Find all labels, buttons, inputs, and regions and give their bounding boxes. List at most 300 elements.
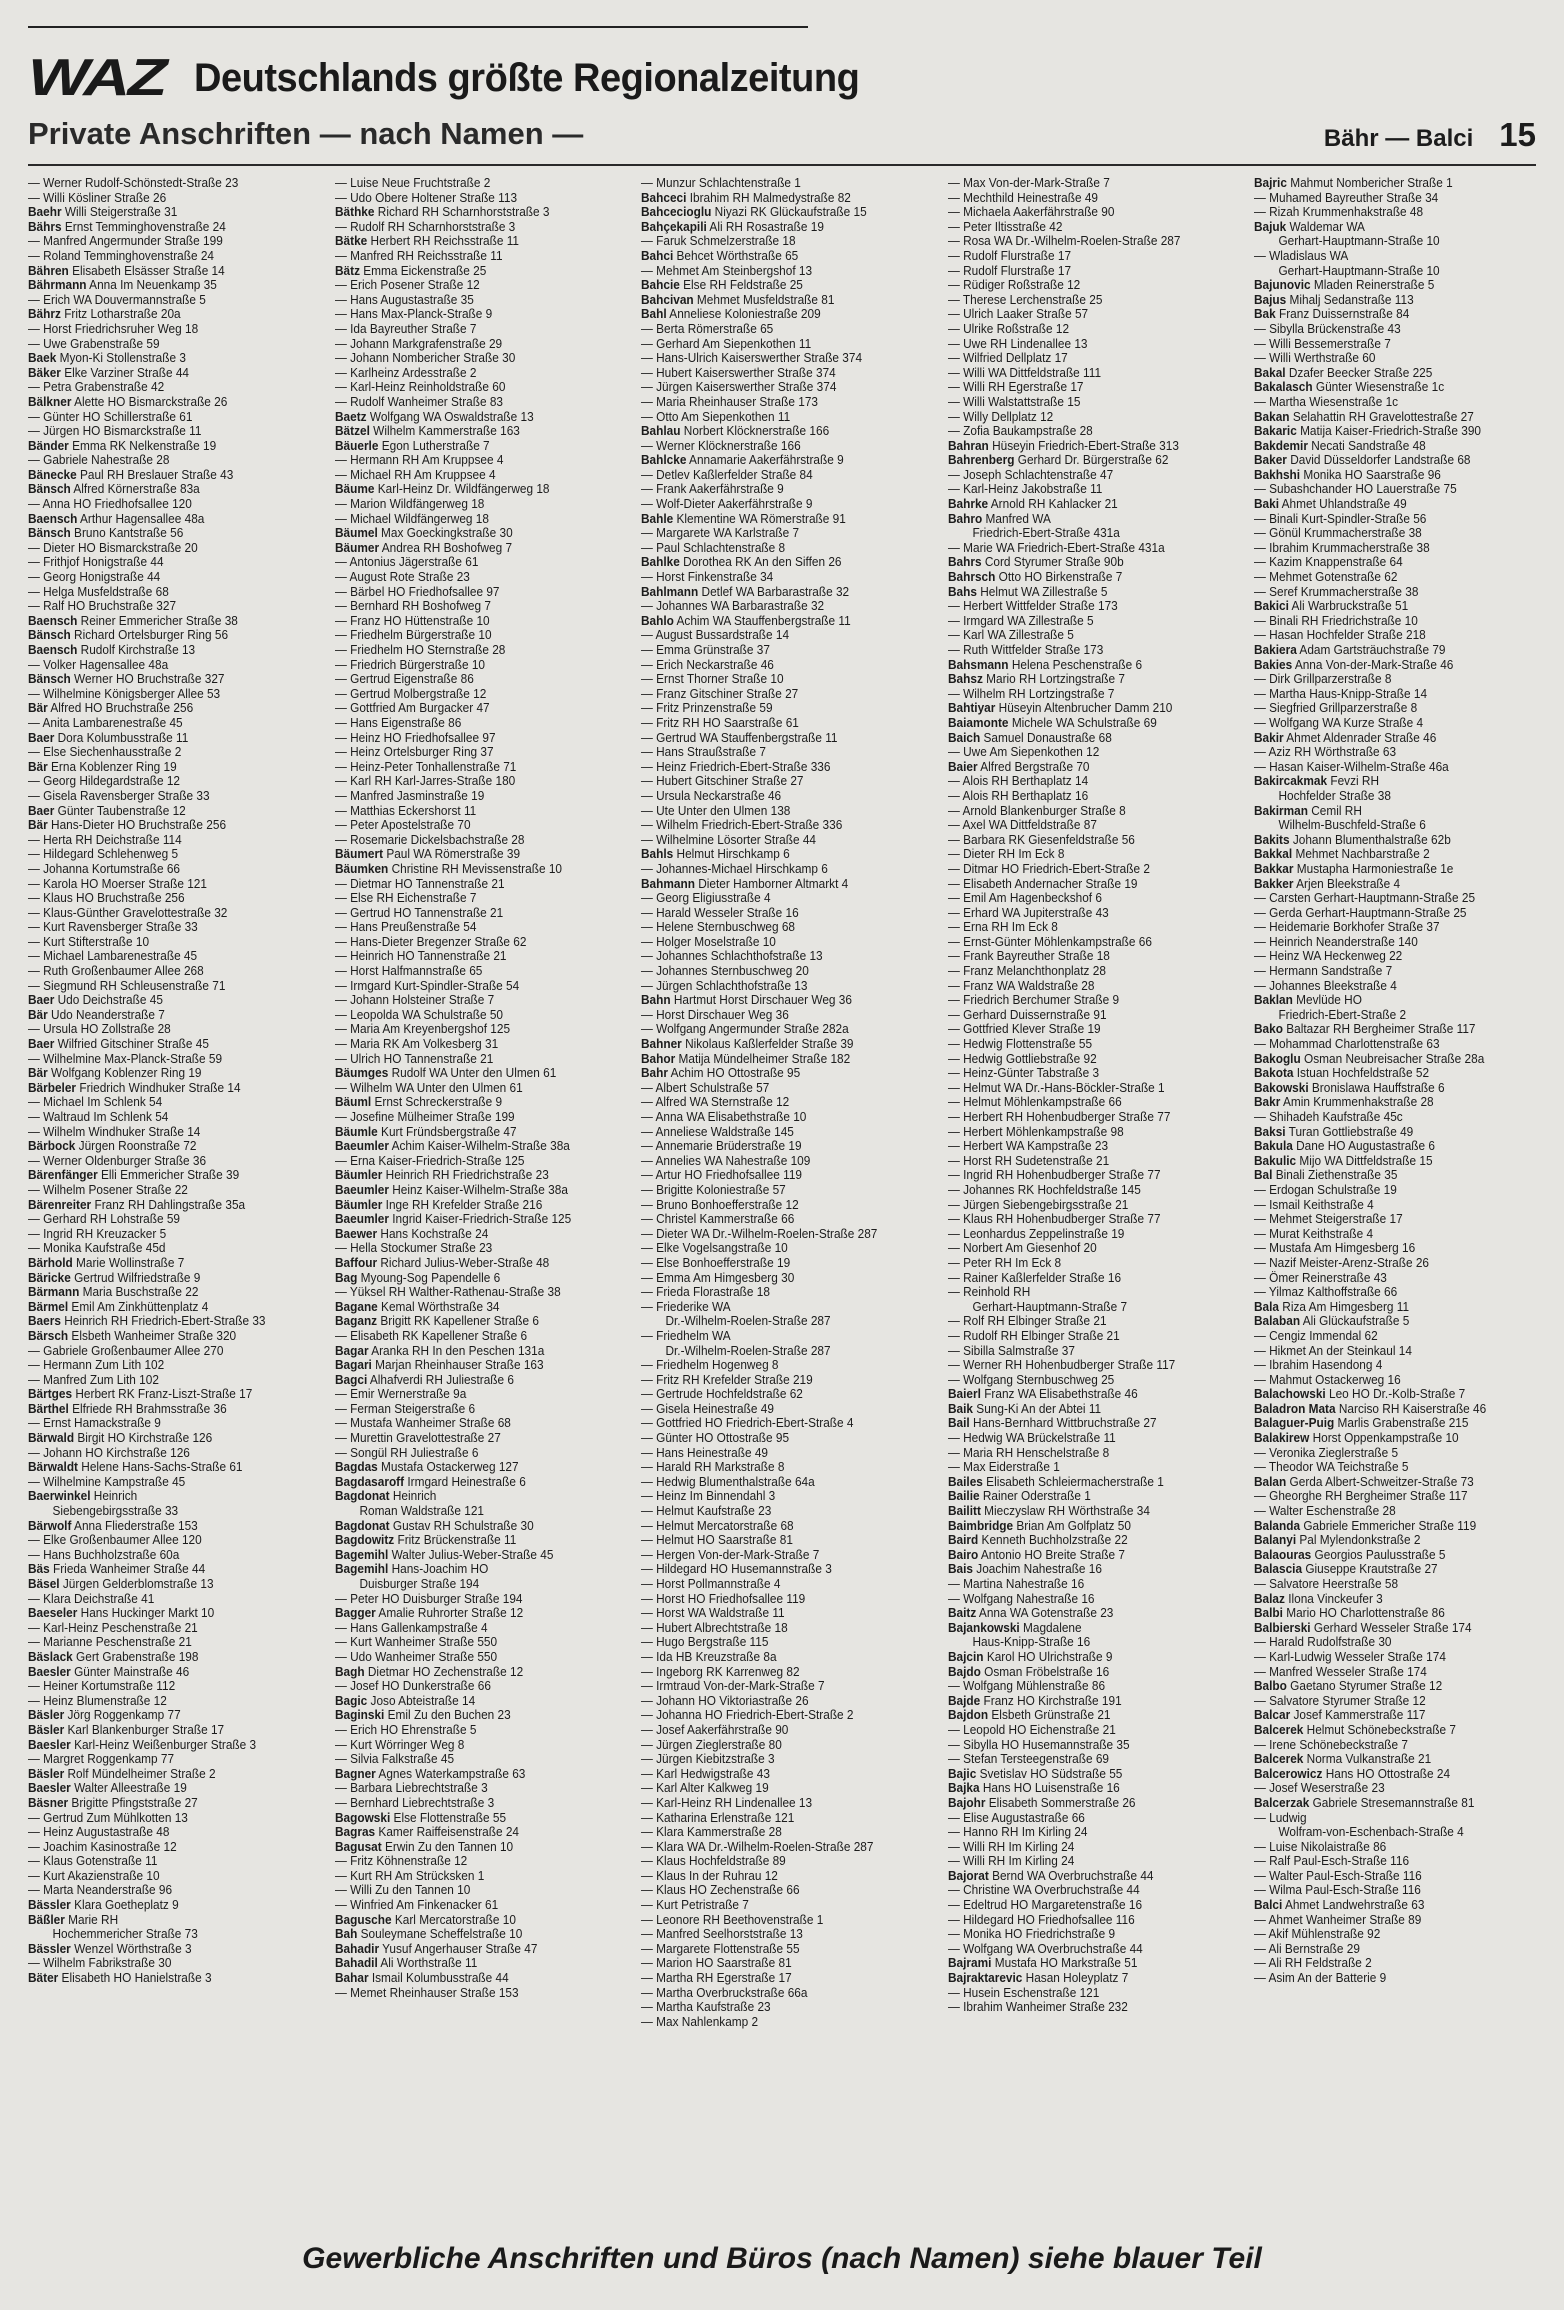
directory-entry <box>641 1139 906 1154</box>
entry-text: Antonius Jägerstraße 61 <box>346 555 478 570</box>
entry-surname: — <box>641 497 653 512</box>
entry-surname: — <box>334 818 347 833</box>
directory-entry <box>335 585 600 600</box>
entry-text: Georgios Paulusstraße 5 <box>1311 1547 1446 1562</box>
entry-text: Gertrud HO Tannenstraße 21 <box>346 905 503 920</box>
entry-surname: — <box>947 803 960 818</box>
entry-surname: — <box>1254 1839 1266 1854</box>
directory-entry <box>28 1898 293 1913</box>
directory-entry <box>28 862 293 877</box>
entry-surname: — <box>1254 321 1266 336</box>
entry-surname: Bär <box>28 759 48 774</box>
entry-text: Hildegard HO Friedhofsallee 116 <box>959 1912 1135 1927</box>
entry-text: Werner Klöcknerstraße 166 <box>652 438 801 453</box>
entry-surname: — <box>641 1445 653 1460</box>
directory-entry <box>641 220 906 235</box>
entry-surname: Bajdon <box>947 1708 988 1723</box>
entry-text: Erhard WA Jupiterstraße 43 <box>959 905 1109 920</box>
entry-surname: — <box>641 365 653 380</box>
entry-text: Hans Augustastraße 35 <box>346 292 474 307</box>
entry-surname: — <box>334 1854 347 1869</box>
entry-surname: — <box>641 1110 653 1124</box>
entry-surname: — <box>947 1241 960 1256</box>
directory-entry <box>948 1913 1213 1928</box>
entry-surname: Baeumler <box>334 1182 389 1197</box>
entry-surname: — <box>641 1708 653 1723</box>
directory-entry <box>28 585 293 600</box>
directory-entry <box>1254 322 1519 337</box>
entry-text: Willi RH Im Kirling 24 <box>959 1839 1074 1854</box>
entry-surname: — <box>1254 686 1266 701</box>
directory-entry <box>1254 249 1519 264</box>
entry-surname: Baik <box>947 1401 973 1416</box>
entry-surname: — <box>28 1839 40 1854</box>
directory-entry <box>948 220 1213 235</box>
entry-surname: Bährz <box>28 307 61 322</box>
directory-entry <box>641 1635 906 1650</box>
entry-surname: — <box>947 234 960 249</box>
entry-text: Klementine WA Römerstraße 91 <box>673 511 846 526</box>
directory-entry <box>948 1052 1213 1067</box>
entry-text: Yüksel RH Walther-Rathenau-Straße 38 <box>346 1285 561 1300</box>
entry-text: Barbara RK Giesenfeldstraße 56 <box>959 832 1135 847</box>
directory-entry <box>28 1854 293 1869</box>
entry-surname: Balascia <box>1254 1562 1303 1577</box>
entry-text: Richard RH Scharnhorststraße 3 <box>373 205 549 220</box>
directory-entry <box>641 1956 906 1971</box>
directory-entry <box>28 687 293 702</box>
entry-surname: Baki <box>1254 497 1280 512</box>
entry-surname: Bahl <box>641 307 667 322</box>
entry-surname: — <box>641 788 653 803</box>
entry-surname: — <box>641 832 653 847</box>
entry-surname: Bahsz <box>947 672 983 687</box>
entry-surname: Bako <box>1254 1022 1283 1037</box>
entry-text: Wolfram-von-Eschenbach-Straße 4 <box>1278 1825 1464 1840</box>
entry-text: Gertrud Zum Mühlkotten 13 <box>39 1810 188 1825</box>
entry-text: Munzur Schlachtenstraße 1 <box>652 176 801 190</box>
entry-surname: — <box>334 1737 347 1752</box>
entry-text: Klaus RH Hohenbudberger Straße 77 <box>959 1212 1161 1227</box>
directory-entry <box>641 234 906 249</box>
entry-text: Dirk Grillparzerstraße 8 <box>1265 672 1392 687</box>
entry-surname: — <box>1254 1971 1266 1986</box>
directory-entry <box>641 862 906 877</box>
entry-surname: — <box>1254 1358 1266 1373</box>
entry-surname: — <box>641 482 653 497</box>
directory-entry <box>1254 395 1519 410</box>
entry-surname: — <box>28 1182 40 1197</box>
entry-text: Gaetano Styrumer Straße 12 <box>1286 1679 1443 1694</box>
directory-entry <box>28 1723 293 1738</box>
directory-column-1 <box>28 176 310 2236</box>
directory-entry <box>335 1475 600 1490</box>
directory-entry <box>948 847 1213 862</box>
directory-entry <box>335 1869 600 1884</box>
directory-entry <box>1254 731 1519 746</box>
directory-entry <box>335 1081 600 1096</box>
directory-entry <box>641 964 906 979</box>
entry-text: Ismail Kolumbusstraße 44 <box>368 1971 509 1986</box>
directory-entry <box>948 366 1213 381</box>
entry-text: Klaus HO Zechenstraße 66 <box>652 1883 800 1898</box>
entry-text: Hermann Sandstraße 7 <box>1265 964 1393 979</box>
directory-entry <box>28 220 293 235</box>
directory-entry <box>1254 1154 1519 1169</box>
entry-text: Mahmut Nombericher Straße 1 <box>1286 176 1453 190</box>
entry-surname: — <box>28 336 40 351</box>
entry-surname: — <box>334 891 347 906</box>
directory-entry <box>335 1271 600 1286</box>
entry-text: Helene Hans-Sachs-Straße 61 <box>77 1460 243 1475</box>
entry-surname: — <box>641 1927 653 1942</box>
entry-text: Annemarie Brüderstraße 19 <box>652 1139 802 1154</box>
directory-entry <box>948 512 1213 527</box>
entry-surname: — <box>28 1620 40 1635</box>
entry-text: Anna Im Neuenkamp 35 <box>86 278 217 293</box>
entry-text: Wilfried Dellplatz 17 <box>959 351 1068 366</box>
entry-surname: Bagras <box>334 1825 375 1840</box>
entry-surname: — <box>947 1839 960 1854</box>
directory-entry <box>28 205 293 220</box>
entry-text: Heinz-Peter Tonhallenstraße 71 <box>346 759 516 774</box>
directory-entry <box>641 1927 906 1942</box>
entry-surname: — <box>28 1022 40 1037</box>
entry-surname: Baerwinkel <box>28 1489 91 1504</box>
entry-surname: — <box>947 1255 960 1270</box>
directory-entry <box>641 2015 906 2030</box>
directory-entry <box>641 935 906 950</box>
entry-text: Monika Kaufstraße 45d <box>39 1241 166 1256</box>
entry-text: Wilhelm Posener Straße 22 <box>39 1182 188 1197</box>
entry-text: Gabriele Stresemannstraße 81 <box>1309 1795 1475 1810</box>
entry-surname: — <box>334 1591 347 1606</box>
entry-text: Dr.-Wilhelm-Roelen-Straße 287 <box>665 1314 831 1329</box>
entry-text: Jürgen Kaiserswerther Straße 374 <box>652 380 837 395</box>
entry-text: Dora Kolumbusstraße 11 <box>54 730 189 745</box>
entry-text: Myon-Ki Stollenstraße 3 <box>56 351 186 366</box>
entry-surname: Baer <box>28 803 55 818</box>
entry-surname: — <box>28 1095 40 1110</box>
entry-text: Christel Kammerstraße 66 <box>652 1212 795 1227</box>
directory-entry <box>948 1898 1213 1913</box>
directory-entry <box>641 570 906 585</box>
directory-entry <box>948 731 1213 746</box>
directory-entry <box>335 1577 600 1592</box>
entry-text: Hubert Kaiserswerther Straße 374 <box>652 365 836 380</box>
entry-surname: — <box>1254 1037 1266 1052</box>
entry-surname: Balbierski <box>1254 1620 1311 1635</box>
entry-text: Mechthild Heinestraße 49 <box>959 190 1098 205</box>
directory-entry <box>335 1519 600 1534</box>
entry-text: Bronislawa Hauffstraße 6 <box>1308 1080 1445 1095</box>
directory-entry <box>1254 1168 1519 1183</box>
entry-surname: Bäsler <box>28 1766 65 1781</box>
entry-surname: — <box>641 234 653 249</box>
entry-surname: — <box>641 1737 653 1752</box>
directory-entry <box>1254 1052 1519 1067</box>
directory-entry <box>948 1738 1213 1753</box>
directory-entry <box>948 482 1213 497</box>
directory-entry <box>1254 366 1519 381</box>
directory-entry <box>641 1708 906 1723</box>
entry-surname: Balan <box>1254 1474 1287 1489</box>
entry-surname: — <box>28 934 40 949</box>
entry-text: Gerhart-Hauptmann-Straße 10 <box>1278 263 1440 278</box>
directory-entry <box>335 1825 600 1840</box>
entry-surname: — <box>28 176 40 190</box>
entry-surname: — <box>641 1489 653 1504</box>
entry-text: Ernst Schreckerstraße 9 <box>370 1095 502 1110</box>
directory-entry <box>335 1416 600 1431</box>
entry-text: Franz Gitschiner Straße 27 <box>652 686 799 701</box>
entry-text: Johann Blumenthalstraße 62b <box>1289 832 1451 847</box>
entry-text: Ali RH Rosastraße 19 <box>706 219 824 234</box>
entry-text: Hikmet An der Steinkaul 14 <box>1265 1343 1412 1358</box>
entry-text: Ibrahim Wanheimer Straße 232 <box>959 2000 1128 2015</box>
entry-surname: — <box>641 759 653 774</box>
entry-text: Rizah Krummenhakstraße 48 <box>1265 205 1424 220</box>
entry-surname: — <box>947 613 960 628</box>
entry-text: Werner Rudolf-Schönstedt-Straße 23 <box>39 176 239 190</box>
directory-entry <box>28 1694 293 1709</box>
entry-text: Günter HO Ottostraße 95 <box>652 1431 790 1446</box>
entry-surname: — <box>947 1285 960 1300</box>
entry-text: Wolfgang WA Overbruchstraße 44 <box>959 1941 1143 1956</box>
entry-text: Osman Fröbelstraße 16 <box>980 1664 1109 1679</box>
entry-surname: — <box>947 934 960 949</box>
directory-entry <box>641 1431 906 1446</box>
directory-entry <box>1254 1577 1519 1592</box>
directory-entry <box>28 672 293 687</box>
entry-surname: Balanyi <box>1254 1533 1297 1548</box>
entry-text: Achim HO Ottostraße 95 <box>667 1066 801 1081</box>
entry-text: Elsbeth Wanheimer Straße 320 <box>68 1328 237 1343</box>
entry-text: Friedrich Berchumer Straße 9 <box>959 993 1119 1008</box>
entry-text: Erna Koblenzer Ring 19 <box>47 759 177 774</box>
entry-surname: — <box>1254 1635 1266 1650</box>
directory-entry <box>641 1898 906 1913</box>
entry-surname: Bakir <box>1254 730 1284 745</box>
entry-text: Gisela Heinestraße 49 <box>652 1401 774 1416</box>
entry-text: Amin Krummenhakstraße 28 <box>1280 1095 1434 1110</box>
entry-text: Heinz-Günter Tabstraße 3 <box>959 1066 1099 1081</box>
entry-text: Gabriele Großenbaumer Allee 270 <box>39 1343 224 1358</box>
entry-text: Horst WA Waldstraße 11 <box>652 1606 785 1621</box>
entry-surname: — <box>947 1328 960 1343</box>
entry-text: Hubert Gitschiner Straße 27 <box>652 774 804 789</box>
entry-surname: — <box>28 774 40 789</box>
entry-surname: — <box>28 657 40 672</box>
entry-surname: — <box>28 321 40 336</box>
entry-text: Rudolf Kirchstraße 13 <box>77 643 196 657</box>
entry-surname: — <box>947 365 960 380</box>
entry-text: Sung-Ki An der Abtei 11 <box>972 1401 1101 1416</box>
directory-entry <box>28 410 293 425</box>
entry-text: Hasan Holeyplatz 7 <box>1021 1971 1128 1986</box>
entry-text: Rainer Kaßlerfelder Straße 16 <box>959 1270 1121 1285</box>
entry-surname: Bagdonat <box>334 1489 390 1504</box>
entry-surname: — <box>947 1577 960 1591</box>
entry-text: Antonio HO Breite Straße 7 <box>977 1547 1125 1562</box>
entry-text: Elisabeth RK Kapellener Straße 6 <box>346 1328 527 1343</box>
directory-entry <box>948 1811 1213 1826</box>
entry-surname: — <box>28 1153 40 1168</box>
entry-text: Marie RH <box>64 1912 119 1927</box>
directory-entry <box>948 1986 1213 2001</box>
directory-entry <box>335 789 600 804</box>
directory-entry <box>948 1198 1213 1213</box>
entry-surname: Bätzel <box>334 424 370 439</box>
entry-surname: Bakalasch <box>1254 380 1313 395</box>
entry-text: Peter RH Im Eck 8 <box>959 1255 1061 1270</box>
directory-entry <box>28 1271 293 1286</box>
entry-text: Emma Eickenstraße 25 <box>359 263 486 278</box>
directory-entry <box>641 599 906 614</box>
entry-text: Birgit HO Kirchstraße 126 <box>74 1431 213 1446</box>
entry-text: Wenzel Wörthstraße 3 <box>70 1941 192 1956</box>
entry-text: Shihadeh Kaufstraße 45c <box>1265 1110 1403 1124</box>
entry-text: Elisabeth HO Hanielstraße 3 <box>58 1971 212 1986</box>
directory-entry <box>1254 716 1519 731</box>
directory-entry <box>641 1285 906 1300</box>
entry-text: Marjan Rheinhauser Straße 163 <box>371 1358 544 1373</box>
entry-text: Gertrud Eigenstraße 86 <box>346 672 474 687</box>
directory-entry <box>641 1271 906 1286</box>
entry-surname: Bakula <box>1254 1139 1293 1154</box>
entry-text: Elisabeth Schleiermacherstraße 1 <box>982 1474 1164 1489</box>
entry-text: Horst Pollmannstraße 4 <box>652 1577 781 1591</box>
directory-entry <box>948 1066 1213 1081</box>
directory-entry <box>28 906 293 921</box>
entry-text: Hans-Dieter HO Bruchstraße 256 <box>47 818 227 833</box>
entry-surname: Baensch <box>28 613 78 628</box>
entry-surname: — <box>641 701 653 716</box>
entry-surname: Bäumken <box>334 861 388 876</box>
entry-text: Sibilla Salmstraße 37 <box>959 1343 1075 1358</box>
entry-surname: Bakaric <box>1254 424 1297 439</box>
directory-entry <box>641 366 906 381</box>
directory-entry <box>28 1446 293 1461</box>
entry-text: Hans-Joachim HO <box>387 1562 488 1577</box>
directory-entry <box>335 628 600 643</box>
entry-text: Johann HO Kirchstraße 126 <box>39 1445 190 1460</box>
directory-entry <box>641 380 906 395</box>
directory-entry <box>641 482 906 497</box>
directory-entry <box>641 1110 906 1125</box>
entry-text: Hermann Zum Lith 102 <box>39 1358 165 1373</box>
entry-text: Ernst-Günter Möhlenkampstraße 66 <box>959 934 1152 949</box>
directory-entry <box>1254 614 1519 629</box>
entry-text: Helmut Kaufstraße 23 <box>652 1504 772 1519</box>
entry-surname: Bahlke <box>641 555 680 570</box>
entry-surname: — <box>1254 1255 1266 1270</box>
entry-surname: — <box>28 540 40 555</box>
entry-surname: — <box>641 978 653 993</box>
entry-surname: Bärbock <box>28 1139 76 1154</box>
directory-entry <box>335 366 600 381</box>
entry-surname: Balaouras <box>1254 1547 1312 1562</box>
entry-surname: Bahn <box>641 993 671 1008</box>
entry-surname: Bajrami <box>947 1956 991 1971</box>
entry-text: Reinhold RH <box>959 1285 1030 1300</box>
directory-entry <box>948 906 1213 921</box>
entry-surname: — <box>641 1299 653 1314</box>
entry-surname: Bakhshi <box>1254 467 1301 482</box>
entry-text: Hildegard HO Husemannstraße 3 <box>652 1562 832 1577</box>
directory-entry <box>28 366 293 381</box>
entry-surname: Baetz <box>334 409 367 424</box>
entry-text: Ahmet Aldenrader Straße 46 <box>1283 730 1437 745</box>
entry-surname: — <box>28 847 40 862</box>
entry-text: Wilhelm Fabrikstraße 30 <box>39 1956 172 1971</box>
directory-entry <box>335 1606 600 1621</box>
entry-text: Klara Deichstraße 41 <box>39 1591 155 1606</box>
entry-surname: — <box>947 1679 960 1694</box>
directory-entry <box>335 1256 600 1271</box>
entry-surname: — <box>28 891 40 906</box>
entry-surname: — <box>641 1372 653 1387</box>
entry-text: Franz HO Kirchstraße 191 <box>979 1693 1122 1708</box>
directory-entry <box>335 1300 600 1315</box>
entry-text: Fritz Köhnenstraße 12 <box>346 1854 467 1869</box>
entry-text: Horst RH Sudetenstraße 21 <box>959 1153 1109 1168</box>
entry-text: Uwe Grabenstraße 59 <box>39 336 160 351</box>
entry-text: Frithjof Honigstraße 44 <box>39 555 164 570</box>
entry-surname: — <box>1254 1664 1266 1679</box>
entry-surname: Balaban <box>1254 1314 1301 1329</box>
entry-text: Mohammad Charlottenstraße 63 <box>1265 1037 1440 1052</box>
entry-text: Gisela Ravensberger Straße 33 <box>39 788 210 803</box>
directory-entry <box>641 906 906 921</box>
directory-entry <box>28 380 293 395</box>
directory-entry <box>28 716 293 731</box>
entry-text: Elisabeth Sommerstraße 26 <box>984 1795 1136 1810</box>
entry-surname: — <box>641 1474 653 1489</box>
entry-surname: — <box>947 176 960 190</box>
entry-text: Binali Kurt-Spindler-Straße 56 <box>1265 511 1427 526</box>
directory-entry <box>28 1344 293 1359</box>
directory-entry <box>28 818 293 833</box>
entry-text: Heinrich HO Tannenstraße 21 <box>346 949 507 964</box>
entry-surname: Bagusat <box>334 1839 382 1854</box>
entry-text: Walter Julius-Weber-Straße 45 <box>387 1547 553 1562</box>
entry-surname: — <box>947 1153 960 1168</box>
directory-entry <box>1254 278 1519 293</box>
entry-text: Karl Alter Kalkweg 19 <box>652 1781 769 1796</box>
entry-surname: — <box>334 380 347 395</box>
entry-surname: — <box>334 745 347 760</box>
entry-text: Hugo Bergstraße 115 <box>652 1635 769 1650</box>
entry-surname: — <box>947 482 960 497</box>
directory-entry <box>335 410 600 425</box>
entry-text: Leonhardus Zeppelinstraße 19 <box>959 1226 1124 1241</box>
entry-surname: — <box>28 715 40 730</box>
directory-entry <box>641 1796 906 1811</box>
directory-entry <box>335 1811 600 1826</box>
entry-surname: — <box>947 745 960 760</box>
entry-surname: Bajric <box>1254 176 1287 190</box>
directory-entry <box>948 1081 1213 1096</box>
entry-text: Bernhard RH Boshofweg 7 <box>346 599 491 614</box>
entry-text: Hans-Ulrich Kaiserswerther Straße 374 <box>652 351 863 366</box>
directory-entry <box>1254 1081 1519 1096</box>
entry-surname: — <box>947 1343 960 1358</box>
directory-entry <box>335 512 600 527</box>
entry-surname: — <box>1254 1241 1266 1256</box>
entry-text: Jürgen Zieglerstraße 80 <box>652 1737 782 1752</box>
directory-entry <box>641 1519 906 1534</box>
